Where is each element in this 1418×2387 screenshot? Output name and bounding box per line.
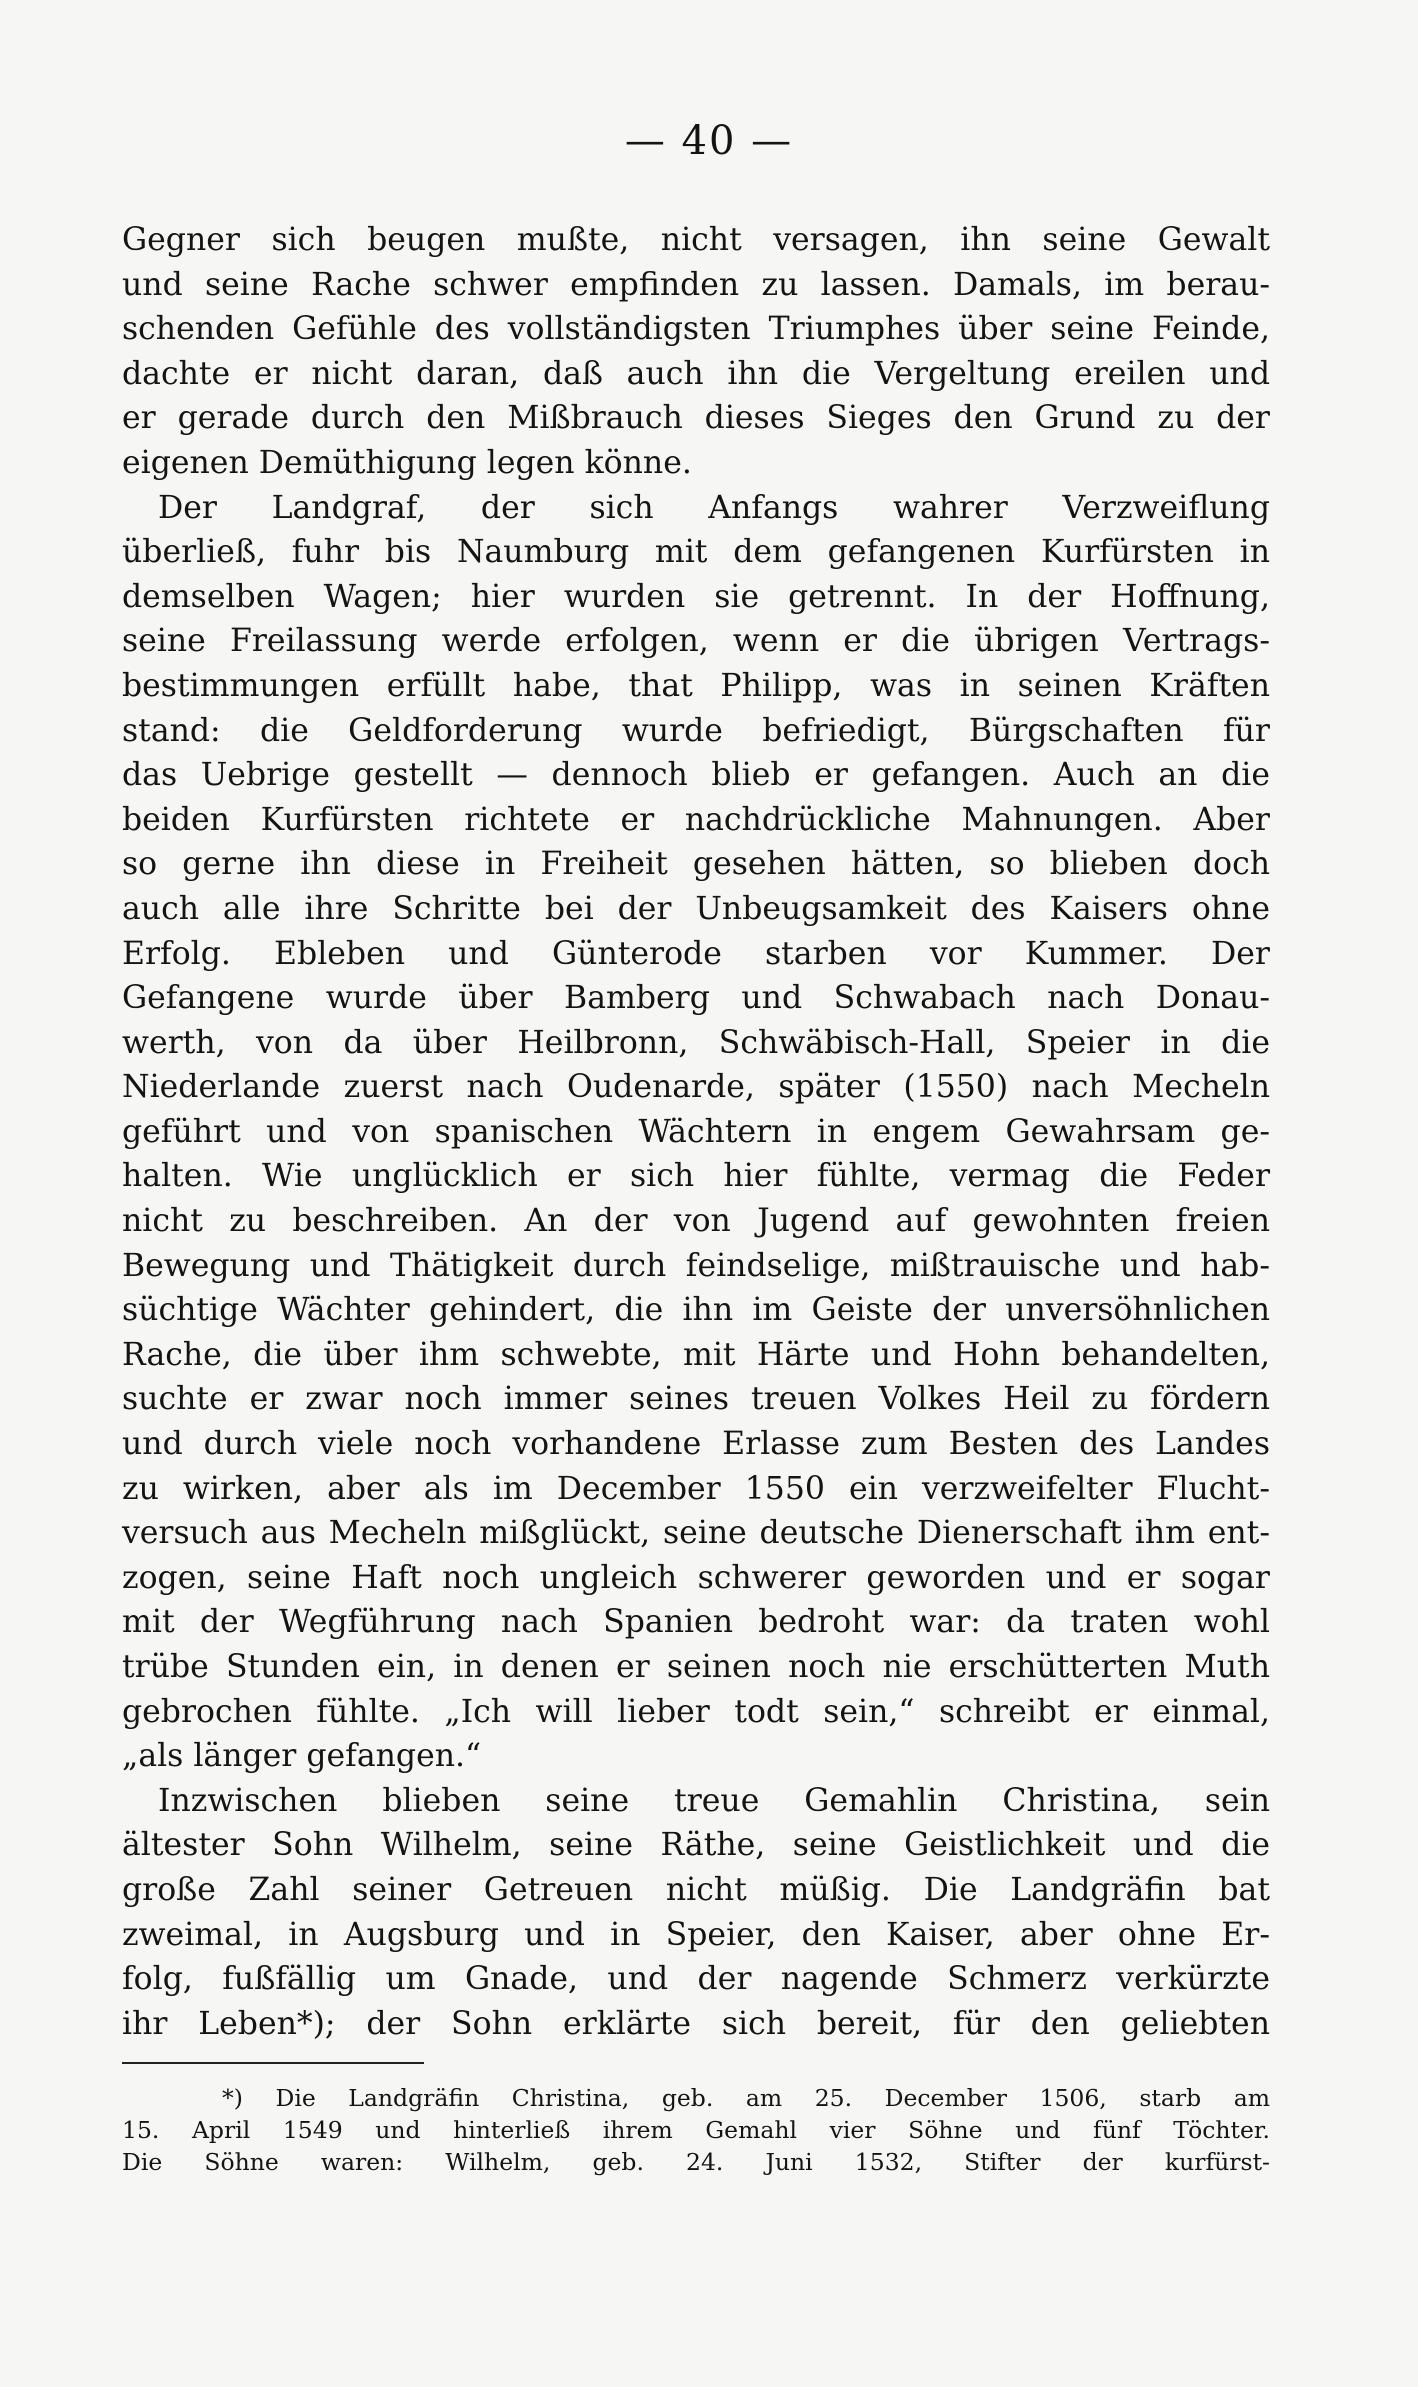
text-line: süchtige Wächter gehindert, die ihn im Geiste der unversöhnlichen [122,1292,1270,1329]
text-line: überließ, fuhr bis Naumburg mit dem gefangenen Kurfürsten in [122,534,1270,571]
text-line: Gefangene wurde über Bamberg und Schwabach nach Donau- [122,980,1270,1017]
footnote-line: Die Söhne waren: Wilhelm, geb. 24. Juni 1532, Stifter der kurfürst- [122,2148,1270,2176]
text-line: zweimal, in Augsburg und in Speier, den Kaiser, aber ohne Er- [122,1916,1270,1953]
text-line: Bewegung und Thätigkeit durch feindselige, mißtrauische und hab- [122,1247,1270,1284]
text-line: Gegner sich beugen mußte, nicht versagen, ihn seine Gewalt [122,222,1270,258]
text-line: und seine Rache schwer empfinden zu lassen. Damals, im berau- [122,266,1270,303]
footnote-line: *) Die Landgräfin Christina, geb. am 25. December 1506, starb am [222,2084,1270,2112]
text-line: mit der Wegführung nach Spanien bedroht war: da traten wohl [122,1604,1270,1641]
footnote-line: 15. April 1549 und hinterließ ihrem Gemahl vier Söhne und fünf Töchter. [122,2116,1270,2144]
text-line: Niederlande zuerst nach Oudenarde, später (1550) nach Mecheln [122,1069,1270,1106]
text-line: versuch aus Mecheln mißglückt, seine deutsche Dienerschaft ihm ent- [122,1515,1270,1552]
text-line: werth, von da über Heilbronn, Schwäbisch-Hall, Speier in die [122,1024,1270,1061]
text-line: schenden Gefühle des vollständigsten Triumphes über seine Feinde, [122,311,1270,348]
text-line: er gerade durch den Mißbrauch dieses Sieges den Grund zu der [122,400,1270,437]
body-text [122,218,1270,2046]
text-line: große Zahl seiner Getreuen nicht müßig. Die Landgräfin bat [122,1871,1270,1908]
text-line: bestimmungen erfüllt habe, that Philipp, was in seinen Kräften [122,667,1270,704]
text-line: stand: die Geldforderung wurde befriedigt, Bürgschaften für [122,712,1270,749]
text-line: halten. Wie unglücklich er sich hier fühlte, vermag die Feder [122,1158,1270,1195]
text-line: nicht zu beschreiben. An der von Jugend auf gewohnten freien [122,1203,1270,1240]
text-line: eigenen Demüthigung legen könne. [122,444,692,481]
text-line: seine Freilassung werde erfolgen, wenn er die übrigen Vertrags- [122,623,1270,660]
text-line: auch alle ihre Schritte bei der Unbeugsamkeit des Kaisers ohne [122,890,1270,927]
text-line: Erfolg. Ebleben und Günterode starben vor Kummer. Der [122,935,1270,972]
text-line: folg, fußfällig um Gnade, und der nagende Schmerz verkürzte [122,1961,1270,1998]
text-line: so gerne ihn diese in Freiheit gesehen hätten, so blieben doch [122,846,1270,883]
page-number: — 40 — [624,118,794,164]
text-line: suchte er zwar noch immer seines treuen Volkes Heil zu fördern [122,1381,1270,1418]
text-line: geführt und von spanischen Wächtern in engem Gewahrsam ge- [122,1113,1270,1150]
text-line: dachte er nicht daran, daß auch ihn die Vergeltung ereilen und [122,355,1270,392]
text-line: und durch viele noch vorhandene Erlasse zum Besten des Landes [122,1426,1270,1463]
footnotes [122,2082,1270,2178]
text-line: zu wirken, aber als im December 1550 ein verzweifelter Flucht- [122,1470,1270,1507]
text-line: trübe Stunden ein, in denen er seinen noch nie erschütterten Muth [122,1649,1270,1685]
text-line: Rache, die über ihm schwebte, mit Härte und Hohn behandelten, [122,1336,1270,1373]
text-line: „als länger gefangen.“ [122,1738,482,1775]
footnote-divider [122,2062,424,2064]
text-line: Inzwischen blieben seine treue Gemahlin Christina, sein [158,1782,1270,1819]
text-line: beiden Kurfürsten richtete er nachdrückliche Mahnungen. Aber [122,801,1270,838]
text-line: zogen, seine Haft noch ungleich schwerer geworden und er sogar [122,1559,1270,1596]
text-line: ältester Sohn Wilhelm, seine Räthe, seine Geistlichkeit und die [122,1827,1270,1864]
text-line: demselben Wagen; hier wurden sie getrennt. In der Hoffnung, [122,578,1270,615]
text-line: gebrochen fühlte. „Ich will lieber todt sein,“ schreibt er einmal, [122,1693,1270,1730]
text-line: Der Landgraf, der sich Anfangs wahrer Verzweiflung [158,489,1270,526]
text-line: das Uebrige gestellt — dennoch blieb er gefangen. Auch an die [122,757,1270,794]
text-line: ihr Leben*); der Sohn erklärte sich bereit, für den geliebten [122,2005,1270,2042]
